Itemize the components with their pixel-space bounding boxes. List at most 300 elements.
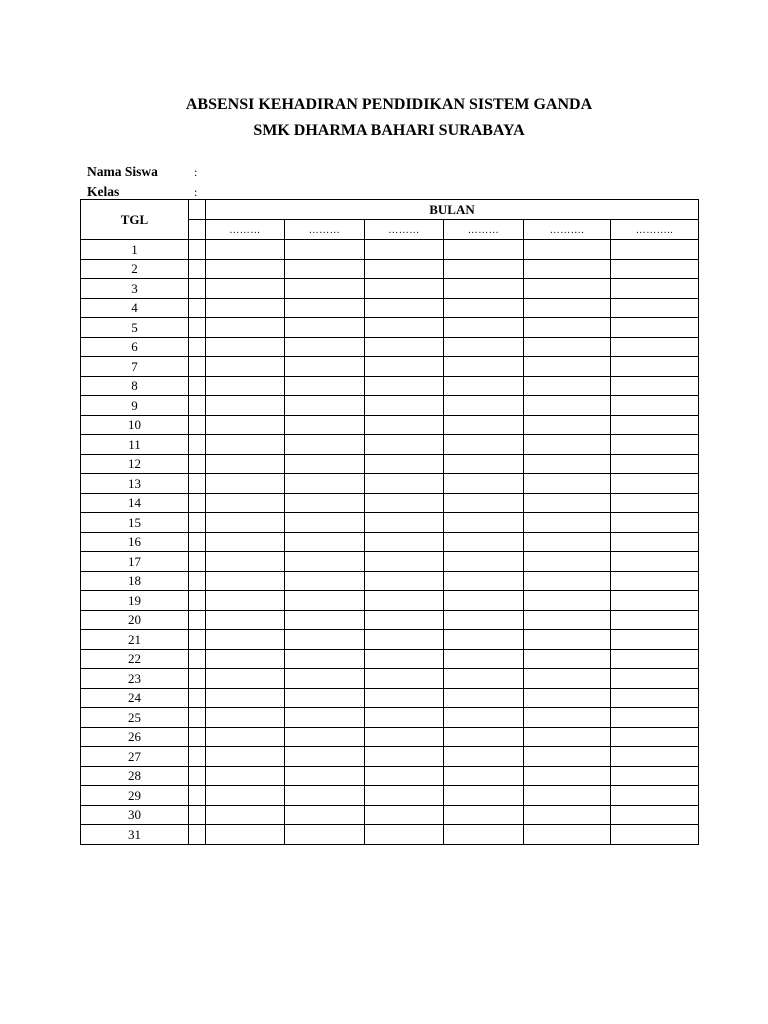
day-number: 8 [81, 376, 189, 396]
attendance-cell [611, 630, 699, 650]
attendance-cell [611, 279, 699, 299]
attendance-cell [365, 630, 444, 650]
attendance-cell [611, 552, 699, 572]
school-name: SMK DHARMA BAHARI SURABAYA [253, 122, 525, 139]
month-cell [444, 220, 524, 240]
attendance-cell [524, 396, 611, 416]
month-cell [206, 220, 285, 240]
attendance-cell [206, 727, 285, 747]
attendance-cell [206, 805, 285, 825]
month-cell [524, 220, 611, 240]
blank-cell [189, 318, 206, 338]
attendance-cell [285, 825, 365, 845]
table-row [81, 415, 699, 435]
attendance-cell [206, 591, 285, 611]
attendance-cell [444, 766, 524, 786]
table-row [81, 493, 699, 513]
blank-cell [189, 649, 206, 669]
table-row [81, 688, 699, 708]
day-number: 10 [81, 415, 189, 435]
attendance-cell [365, 279, 444, 299]
blank-cell [189, 552, 206, 572]
table-row [81, 337, 699, 357]
attendance-cell [444, 240, 524, 260]
attendance-cell [365, 259, 444, 279]
day-number: 24 [81, 688, 189, 708]
attendance-cell [611, 610, 699, 630]
attendance-cell [611, 532, 699, 552]
attendance-cell [444, 727, 524, 747]
attendance-cell [365, 493, 444, 513]
attendance-cell [611, 454, 699, 474]
day-number: 2 [81, 259, 189, 279]
blank-cell [189, 669, 206, 689]
day-number: 23 [81, 669, 189, 689]
attendance-cell [524, 240, 611, 260]
document-title: ABSENSI KEHADIRAN PENDIDIKAN SISTEM GANDA [185, 96, 593, 113]
attendance-cell [611, 318, 699, 338]
attendance-cell [611, 376, 699, 396]
table-row [81, 298, 699, 318]
day-number: 28 [81, 766, 189, 786]
blank-cell [189, 513, 206, 533]
attendance-cell [611, 474, 699, 494]
attendance-cell [524, 786, 611, 806]
attendance-cell [524, 318, 611, 338]
attendance-cell [611, 298, 699, 318]
attendance-cell [365, 708, 444, 728]
attendance-cell [524, 669, 611, 689]
attendance-cell [206, 766, 285, 786]
attendance-cell [365, 376, 444, 396]
attendance-cell [611, 747, 699, 767]
day-number: 22 [81, 649, 189, 669]
kelas-colon: : [194, 185, 198, 199]
attendance-cell [611, 513, 699, 533]
blank-cell [189, 240, 206, 260]
blank-cell [189, 727, 206, 747]
attendance-cell [206, 532, 285, 552]
attendance-cell [206, 279, 285, 299]
attendance-cell [611, 786, 699, 806]
attendance-cell [524, 298, 611, 318]
attendance-cell [611, 591, 699, 611]
attendance-cell [206, 708, 285, 728]
attendance-cell [285, 552, 365, 572]
attendance-cell [365, 591, 444, 611]
day-number: 27 [81, 747, 189, 767]
blank-cell [189, 396, 206, 416]
attendance-cell [444, 610, 524, 630]
day-number: 29 [81, 786, 189, 806]
attendance-cell [365, 298, 444, 318]
attendance-cell [524, 552, 611, 572]
attendance-cell [611, 357, 699, 377]
day-number: 14 [81, 493, 189, 513]
table-row [81, 474, 699, 494]
month-cell [285, 220, 365, 240]
attendance-cell [285, 279, 365, 299]
day-number: 11 [81, 435, 189, 455]
table-row [81, 454, 699, 474]
attendance-cell [285, 688, 365, 708]
attendance-cell [206, 396, 285, 416]
attendance-cell [365, 552, 444, 572]
attendance-cell [524, 610, 611, 630]
blank-cell [189, 493, 206, 513]
attendance-cell [444, 825, 524, 845]
attendance-cell [611, 259, 699, 279]
attendance-cell [365, 805, 444, 825]
attendance-cell [444, 474, 524, 494]
attendance-cell [285, 649, 365, 669]
attendance-cell [524, 513, 611, 533]
attendance-cell [524, 708, 611, 728]
table-row [81, 259, 699, 279]
table-row [81, 513, 699, 533]
attendance-cell [365, 435, 444, 455]
attendance-cell [444, 688, 524, 708]
attendance-cell [285, 532, 365, 552]
attendance-cell [206, 669, 285, 689]
table-row [81, 591, 699, 611]
attendance-cell [365, 747, 444, 767]
attendance-cell [444, 376, 524, 396]
attendance-cell [285, 318, 365, 338]
attendance-cell [611, 708, 699, 728]
table-row [81, 708, 699, 728]
blank-cell [189, 708, 206, 728]
month-placeholder: ………. [549, 225, 585, 236]
table-row [81, 357, 699, 377]
attendance-cell [206, 493, 285, 513]
day-number: 26 [81, 727, 189, 747]
attendance-cell [206, 376, 285, 396]
attendance-cell [444, 493, 524, 513]
day-number: 19 [81, 591, 189, 611]
attendance-cell [444, 591, 524, 611]
attendance-cell [611, 649, 699, 669]
table-row [81, 825, 699, 845]
month-cell [365, 220, 444, 240]
attendance-cell [206, 259, 285, 279]
attendance-cell [444, 318, 524, 338]
month-cell [611, 220, 699, 240]
attendance-cell [365, 357, 444, 377]
blank-cell [189, 357, 206, 377]
blank-cell [189, 376, 206, 396]
attendance-cell [444, 396, 524, 416]
attendance-cell [524, 825, 611, 845]
table-row [81, 786, 699, 806]
table-row [81, 532, 699, 552]
attendance-cell [524, 571, 611, 591]
attendance-cell [524, 649, 611, 669]
attendance-cell [285, 669, 365, 689]
table-row [81, 727, 699, 747]
attendance-cell [611, 571, 699, 591]
attendance-cell [524, 688, 611, 708]
attendance-cell [285, 415, 365, 435]
attendance-cell [285, 805, 365, 825]
table-row [81, 571, 699, 591]
day-number: 13 [81, 474, 189, 494]
attendance-cell [285, 396, 365, 416]
attendance-cell [206, 630, 285, 650]
attendance-cell [444, 571, 524, 591]
day-number: 30 [81, 805, 189, 825]
attendance-cell [524, 435, 611, 455]
attendance-cell [206, 357, 285, 377]
table-row [81, 318, 699, 338]
attendance-cell [444, 708, 524, 728]
attendance-cell [365, 454, 444, 474]
table-row [81, 552, 699, 572]
attendance-cell [444, 415, 524, 435]
attendance-cell [365, 337, 444, 357]
month-placeholder: ……… [229, 225, 261, 236]
attendance-cell [524, 474, 611, 494]
day-number: 6 [81, 337, 189, 357]
attendance-cell [444, 357, 524, 377]
blank-cell [189, 591, 206, 611]
attendance-cell [285, 786, 365, 806]
attendance-cell [524, 415, 611, 435]
table-row [81, 649, 699, 669]
attendance-cell [206, 825, 285, 845]
blank-cell [189, 805, 206, 825]
attendance-cell [365, 688, 444, 708]
attendance-cell [444, 435, 524, 455]
day-number: 9 [81, 396, 189, 416]
attendance-cell [444, 513, 524, 533]
attendance-cell [206, 610, 285, 630]
attendance-cell [206, 688, 285, 708]
attendance-cell [206, 649, 285, 669]
attendance-cell [365, 396, 444, 416]
attendance-cell [444, 454, 524, 474]
attendance-cell [285, 357, 365, 377]
month-placeholder: ……… [308, 225, 341, 236]
table-row [81, 376, 699, 396]
attendance-cell [365, 727, 444, 747]
attendance-cell [524, 532, 611, 552]
attendance-cell [206, 747, 285, 767]
table-row [81, 747, 699, 767]
tgl-header: TGL [81, 200, 189, 240]
blank-cell [189, 825, 206, 845]
blank-cell [189, 571, 206, 591]
day-number: 20 [81, 610, 189, 630]
attendance-cell [524, 259, 611, 279]
attendance-cell [285, 298, 365, 318]
attendance-cell [524, 766, 611, 786]
nama-siswa-label: Nama Siswa [87, 164, 158, 179]
attendance-cell [285, 435, 365, 455]
attendance-cell [524, 454, 611, 474]
blank-cell [189, 747, 206, 767]
attendance-cell [285, 766, 365, 786]
day-number: 1 [81, 240, 189, 260]
attendance-cell [365, 513, 444, 533]
attendance-cell [444, 532, 524, 552]
blank-cell [189, 415, 206, 435]
attendance-cell [444, 259, 524, 279]
attendance-cell [285, 493, 365, 513]
month-placeholder: ……… [467, 225, 500, 236]
attendance-cell [285, 376, 365, 396]
table-row [81, 396, 699, 416]
attendance-cell [524, 376, 611, 396]
attendance-cell [206, 454, 285, 474]
blank-cell [189, 298, 206, 318]
attendance-cell [611, 493, 699, 513]
attendance-cell [285, 259, 365, 279]
attendance-cell [285, 571, 365, 591]
blank-cell [189, 435, 206, 455]
blank-cell [189, 454, 206, 474]
blank-cell [189, 279, 206, 299]
day-number: 21 [81, 630, 189, 650]
table-row [81, 805, 699, 825]
attendance-cell [611, 396, 699, 416]
attendance-cell [444, 630, 524, 650]
attendance-cell [444, 552, 524, 572]
day-number: 16 [81, 532, 189, 552]
attendance-cell [365, 571, 444, 591]
day-number: 4 [81, 298, 189, 318]
attendance-cell [285, 610, 365, 630]
blank-cell [189, 688, 206, 708]
blank-cell [189, 610, 206, 630]
attendance-cell [285, 727, 365, 747]
attendance-cell [206, 786, 285, 806]
day-number: 5 [81, 318, 189, 338]
attendance-cell [206, 571, 285, 591]
attendance-cell [285, 513, 365, 533]
attendance-cell [285, 474, 365, 494]
attendance-cell [524, 727, 611, 747]
attendance-cell [444, 279, 524, 299]
blank-cell [189, 337, 206, 357]
blank-cell [189, 766, 206, 786]
attendance-cell [365, 825, 444, 845]
attendance-cell [524, 805, 611, 825]
attendance-cell [444, 786, 524, 806]
table-row [81, 766, 699, 786]
attendance-cell [206, 513, 285, 533]
blank-cell [189, 786, 206, 806]
attendance-cell [524, 630, 611, 650]
day-number: 31 [81, 825, 189, 845]
attendance-cell [285, 708, 365, 728]
day-number: 12 [81, 454, 189, 474]
attendance-cell [444, 337, 524, 357]
day-number: 3 [81, 279, 189, 299]
attendance-cell [524, 357, 611, 377]
attendance-table [80, 199, 699, 845]
day-number: 7 [81, 357, 189, 377]
blank-cell [189, 259, 206, 279]
attendance-cell [611, 669, 699, 689]
attendance-cell [206, 298, 285, 318]
attendance-cell [444, 805, 524, 825]
attendance-cell [365, 786, 444, 806]
attendance-cell [365, 318, 444, 338]
attendance-cell [206, 337, 285, 357]
attendance-cell [524, 337, 611, 357]
attendance-cell [444, 649, 524, 669]
kelas-label: Kelas [87, 184, 120, 199]
table-row [81, 279, 699, 299]
attendance-cell [524, 591, 611, 611]
table-row [81, 610, 699, 630]
table-row [81, 630, 699, 650]
table-row [81, 435, 699, 455]
blank-cell [189, 532, 206, 552]
attendance-cell [285, 240, 365, 260]
attendance-cell [524, 493, 611, 513]
attendance-cell [285, 454, 365, 474]
bulan-header: BULAN [206, 200, 699, 220]
table-row [81, 669, 699, 689]
attendance-cell [611, 337, 699, 357]
attendance-cell [611, 766, 699, 786]
attendance-cell [611, 688, 699, 708]
blank-cell [189, 630, 206, 650]
attendance-cell [444, 669, 524, 689]
attendance-cell [365, 532, 444, 552]
attendance-cell [365, 766, 444, 786]
attendance-cell [524, 747, 611, 767]
attendance-cell [611, 240, 699, 260]
attendance-cell [611, 415, 699, 435]
attendance-cell [365, 649, 444, 669]
attendance-cell [365, 474, 444, 494]
attendance-cell [285, 337, 365, 357]
attendance-cell [206, 415, 285, 435]
month-placeholder: ……….. [635, 225, 674, 236]
month-placeholder: ……… [388, 225, 420, 236]
attendance-cell [444, 747, 524, 767]
attendance-cell [285, 747, 365, 767]
nama-siswa-colon: : [194, 165, 198, 179]
attendance-cell [206, 552, 285, 572]
attendance-cell [206, 474, 285, 494]
attendance-cell [524, 279, 611, 299]
attendance-cell [611, 825, 699, 845]
blank-header-cell [189, 200, 206, 220]
table-row [81, 240, 699, 260]
attendance-cell [444, 298, 524, 318]
attendance-cell [365, 610, 444, 630]
attendance-cell [206, 240, 285, 260]
day-number: 17 [81, 552, 189, 572]
attendance-cell [285, 630, 365, 650]
attendance-cell [285, 591, 365, 611]
day-number: 15 [81, 513, 189, 533]
attendance-cell [611, 435, 699, 455]
attendance-cell [611, 805, 699, 825]
blank-cell [189, 474, 206, 494]
attendance-cell [206, 435, 285, 455]
attendance-cell [365, 240, 444, 260]
attendance-cell [206, 318, 285, 338]
attendance-cell [365, 669, 444, 689]
blank-header-cell [189, 220, 206, 240]
attendance-cell [365, 415, 444, 435]
day-number: 18 [81, 571, 189, 591]
